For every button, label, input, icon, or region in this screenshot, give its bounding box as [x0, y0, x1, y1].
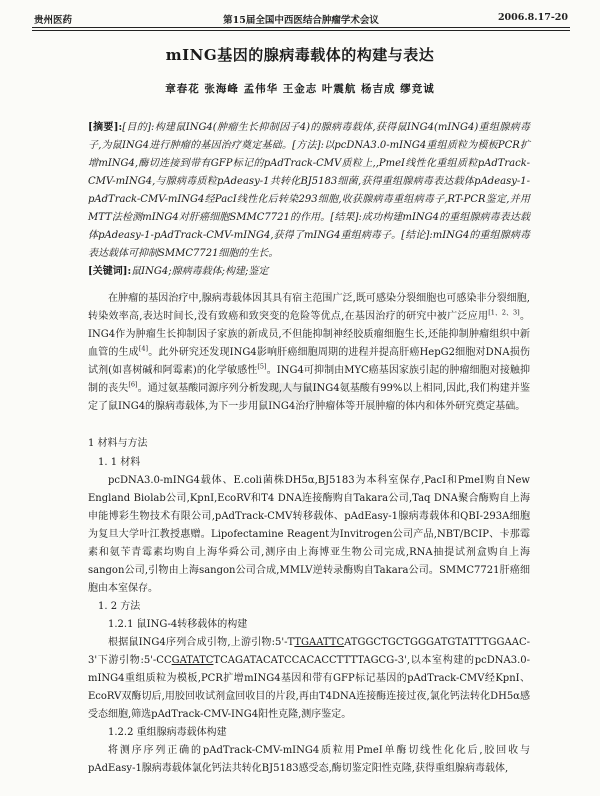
subsubsection-heading-transfer-vector: 1.2.1 鼠ING-4转移载体的构建 — [108, 619, 248, 630]
intro-text-4: 。ING4可抑制由MYC癌基因家族引起的肿瘤细胞对接触抑制的丧失 — [88, 365, 530, 394]
section-heading-materials-methods: 1 材料与方法 — [88, 438, 148, 449]
introduction-paragraph — [88, 290, 530, 416]
ecorv-site: GATATC — [171, 655, 214, 666]
intro-text-3: 。此外研究还发现ING4影响肝癌细胞周期的进程并提高肝癌HepG2细胞对DNA损伤试剂(如喜树碱和阿霉素)的化学敏感性 — [88, 347, 530, 376]
conference-date: 2006.8.17-20 — [497, 12, 568, 23]
keywords — [88, 263, 530, 281]
citation: [4] — [138, 344, 149, 353]
paper-title: mING基因的腺病毒载体的构建与表达 — [165, 46, 435, 64]
header-rule-thin — [32, 30, 570, 31]
header-rule — [32, 27, 570, 28]
method-text-3: TCAGATACATCCACACCTTTTAGCG-3',以本室构建的pcDNA3.0-mING4重组质粒为模板,PCR扩增mING4基因和带有GFP标记基因的pAdTrack-CMV经KpnI、EcoRV双酶切后,用胶回收试剂盒回收目的片段,再由T4DNA连接酶连接过夜,氯化钙法转化DH5α感受态细胞,筛选pAdTrack-CMV-ING4阳性克隆,测序鉴定。 — [88, 655, 530, 720]
journal-name: 贵州医药 — [34, 15, 73, 26]
intro-text-1: 在肿瘤的基因治疗中,腺病毒载体因其具有宿主范围广泛,既可感染分裂细胞也可感染非分裂细胞,转染效率高,表达时间长,没有致癌和致突变的危险等优点,在基因治疗的研究中被广泛应用 — [88, 293, 530, 322]
abstract-label: [摘要]: — [88, 122, 123, 133]
method-text-2: ATGGCTGCTGGGATGTATTTGGAAC-3'下游引物:5'-CC — [88, 637, 530, 666]
ecori-site: TGAATTC — [294, 637, 345, 648]
author-list: 章春花 张海峰 孟伟华 王金志 叶震航 杨吉成 缪竞诚 — [165, 83, 435, 95]
subsubsection-heading-adenovirus-vector: 1.2.2 重组腺病毒载体构建 — [108, 727, 227, 738]
materials-paragraph: pcDNA3.0-mING4载体、E.coli菌株DH5α,BJ5183为本科室保存,PacI和PmeI购自New England Biolab公司,KpnI,EcoRV和T4 DNA连接酶购自Takara公司,Taq DNA聚合酶购自上海申能博彩生物技术有限公司,pAdTrack-CMV转移载体、pAdEasy-1腺病毒载体和QBI-293A细胞为复旦大学叶江教授惠赠。Lipofectamine Reagent为Invitrogen公司产品,NBT/BCIP、卡那霉素和氨苄青霉素均购自上海华舜公司,测序由上海博亚生物公司完成,RNA抽提试剂盒购自上海sangon公司,引物由上海sangon公司合成,MMLV逆转录酶购自Takara公司。SMMC7721肝癌细胞由本室保存。 — [88, 475, 530, 594]
subsection-heading-methods: 1. 2 方法 — [98, 601, 141, 612]
intro-text-2: 。ING4作为肿瘤生长抑制因子家族的新成员,不但能抑制神经胶质瘤细胞生长,还能抑制肿瘤组织中新血管的生成 — [88, 311, 530, 358]
keywords-label: [关键词]: — [88, 266, 132, 277]
citation: [5] — [257, 362, 267, 371]
citation: [1、2、3] — [488, 308, 520, 317]
intro-text-5: 。通过氨基酸同源序列分析发现,人与鼠ING4氨基酸有99%以上相同,因此,我们构建并鉴定了鼠ING4的腺病毒载体,为下一步用鼠ING4治疗肿瘤体等开展肿瘤的体内和体外研究奠定基础。 — [88, 383, 530, 412]
abstract — [88, 119, 530, 263]
method-paragraph-1 — [88, 634, 530, 724]
citation: [6] — [128, 380, 138, 389]
conference-name: 第15届全国中西医结合肿瘤学术会议 — [223, 15, 379, 26]
method-text-1: 根据鼠ING4序列合成引物,上游引物:5'-T — [108, 637, 295, 648]
keywords-text: 鼠ING4;腺病毒载体;构建;鉴定 — [131, 266, 269, 277]
subsection-heading-materials: 1. 1 材料 — [98, 457, 141, 468]
abstract-text: [目的]:构建鼠ING4(肿瘤生长抑制因子4)的腺病毒载体,获得鼠ING4(mING4)重组腺病毒子,为鼠ING4进行肿瘤的基因治疗奠定基础。[方法]:以pcDNA3.0-mING4重组质粒为模板PCR扩增mING4,酶切连接到带有GFP标记的pAdTrack-CMV质粒上,,PmeI线性化重组质粒pAdTrack-CMV-mING4,与腺病毒质粒pAdeasy-1共转化BJ5183细菌,获得重组腺病毒表达载体pAdeasy-1-pAdTrack-CMV-mING4经PacI线性化后转染293细胞,收获腺病毒重组病毒子,RT-PCR鉴定,并用MTT法检测mING4对肝癌细胞SMMC7721的作用。[结果]:成功构建mING4的重组腺病毒表达载体pAdeasy-1-pAdTrack-CMV-mING4,获得了mING4重组病毒子。[结论]:mING4的重组腺病毒表达载体可抑制SMMC7721细胞的生长。 — [88, 122, 531, 259]
method-paragraph-2: 将测序序列正确的pAdTrack-CMV-mING4质粒用PmeI单酶切线性化化后,胶回收与pAdEasy-1腺病毒载体氯化钙法共转化BJ5183感受态,酶切鉴定阳性克隆,获得重组腺病毒载体, — [88, 745, 530, 774]
running-header — [34, 12, 568, 26]
